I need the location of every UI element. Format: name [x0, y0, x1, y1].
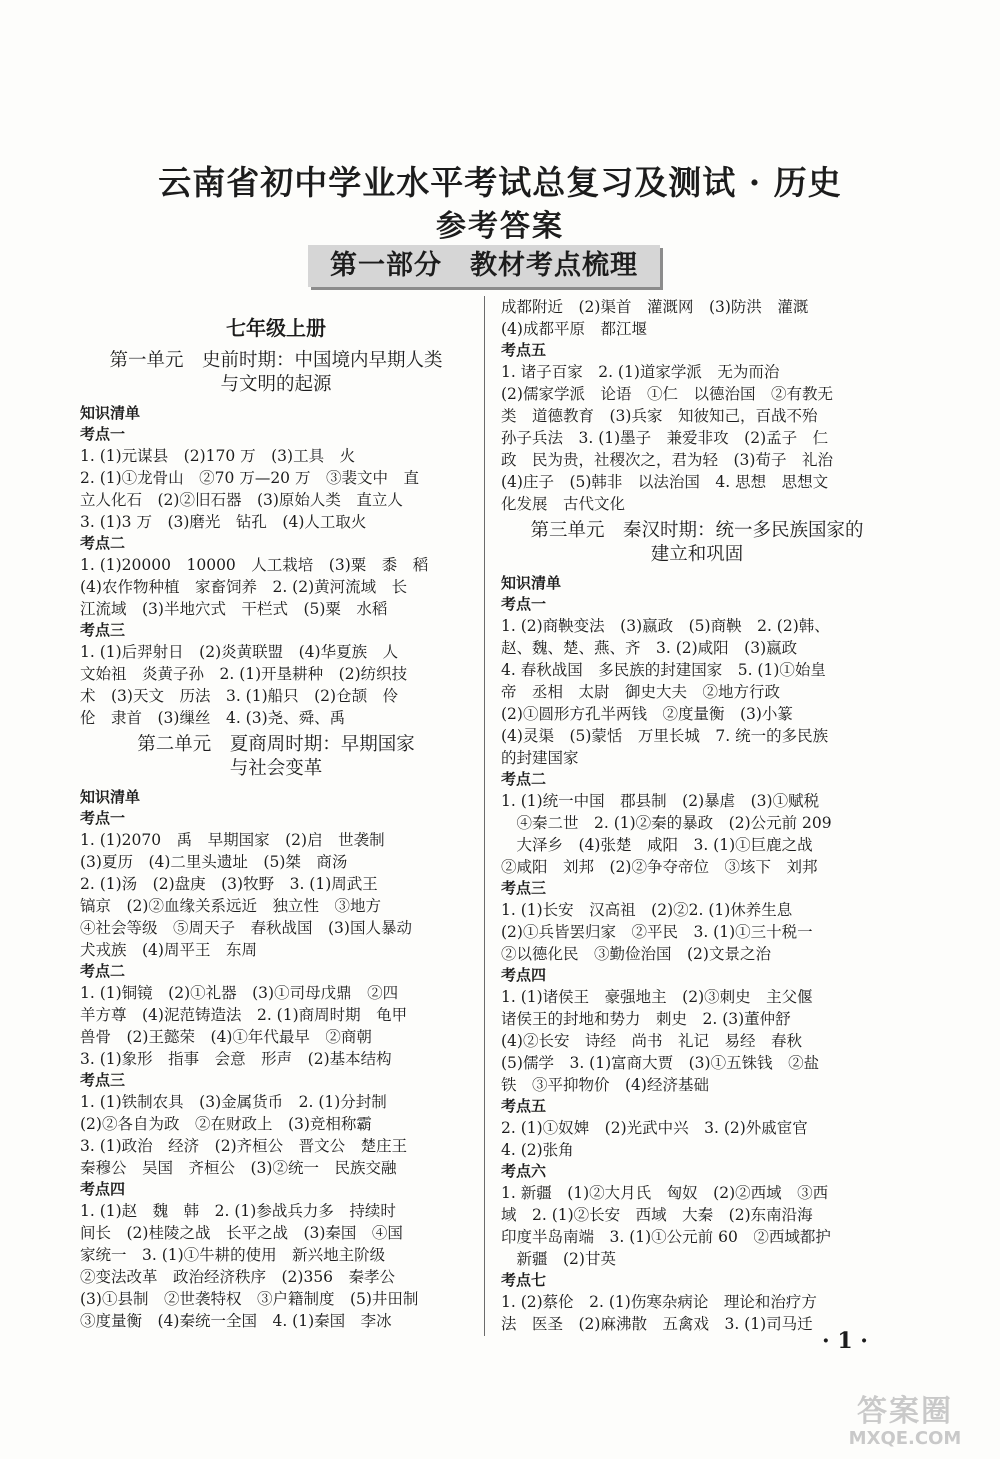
- answer-line: 2. (1)汤 (2)盘庚 (3)牧野 3. (1)周武王: [80, 875, 378, 893]
- unit-heading-line: 与文明的起源: [220, 374, 332, 395]
- answer-line: (4)庄子 (5)韩非 以法治国 4. 思想 思想文: [501, 473, 829, 491]
- answer-line: 孙子兵法 3. (1)墨子 兼爱非攻 (2)孟子 仁: [501, 429, 829, 447]
- answer-line: 诸侯王的封地和势力 刺史 2. (3)董仲舒: [501, 1010, 791, 1028]
- answer-line: (2)②各自为政 ②在财政上 (3)竞相称霸: [80, 1115, 372, 1133]
- answer-block: [80, 641, 472, 729]
- grade-heading: 七年级上册: [226, 316, 326, 340]
- answer-line: 兽骨 (2)王懿荣 (4)①年代最早 ②商朝: [80, 1028, 372, 1046]
- answer-line: 伦 隶首 (3)缫丝 4. (3)尧、舜、禹: [80, 709, 346, 727]
- answer-line: 江流域 (3)半地穴式 干栏式 (5)粟 水稻: [80, 600, 388, 618]
- answer-line: (2)①兵皆罢归家 ②平民 3. (1)①三十税一: [501, 923, 813, 941]
- answer-line: 赵、魏、楚、燕、齐 3. (2)咸阳 (3)嬴政: [501, 639, 798, 657]
- answer-line: 1. (1)长安 汉高祖 (2)②2. (1)休养生息: [501, 901, 793, 919]
- answer-block: [501, 296, 893, 340]
- answer-line: ②以德化民 ③勤俭治国 (2)文景之治: [501, 945, 771, 963]
- point-heading: 考点一: [80, 809, 126, 827]
- answer-line: 印度半岛南端 3. (1)①公元前 60 ②西域都护: [501, 1228, 831, 1246]
- watermark-logo-text: 答案圈: [857, 1394, 953, 1429]
- watermark-site-text: MXQE.COM: [848, 1428, 962, 1449]
- answer-line: 间长 (2)桂陵之战 长平之战 (3)秦国 ④国: [80, 1224, 403, 1242]
- answer-line: 类 道德教育 (3)兵家 知彼知己，百战不殆: [501, 407, 818, 425]
- section-heading: 知识清单: [80, 404, 141, 422]
- answer-line: 铁 ③平抑物价 (4)经济基础: [501, 1076, 709, 1094]
- answer-block: [501, 1182, 893, 1270]
- point-heading: 考点四: [80, 1180, 126, 1198]
- answer-line: 的封建国家: [501, 749, 579, 767]
- page-number: · 1 ·: [822, 1328, 868, 1354]
- answer-line: 术 (3)天文 历法 3. (1)船只 (2)仓颉 伶: [80, 687, 399, 705]
- unit-heading-line: 第二单元 夏商周时期：早期国家: [137, 734, 415, 755]
- answer-line: 域 2. (1)②长安 西域 大秦 (2)东南沿海: [501, 1206, 813, 1224]
- column-divider: [484, 296, 485, 1336]
- answer-block: [501, 1117, 893, 1161]
- answer-line: (3)①县制 ②世袭特权 ③户籍制度 (5)井田制: [80, 1290, 419, 1308]
- point-heading: 考点七: [501, 1271, 547, 1289]
- answer-block: [80, 1200, 472, 1332]
- answer-block: [80, 445, 472, 533]
- answer-line: 3. (1)政治 经济 (2)齐桓公 晋文公 楚庄王: [80, 1137, 408, 1155]
- point-heading: 考点四: [501, 966, 547, 984]
- answer-line: 1. (1)2070 禹 早期国家 (2)启 世袭制: [80, 831, 385, 849]
- answer-line: 新疆 (2)甘英: [501, 1250, 616, 1268]
- answer-line: 秦穆公 吴国 齐桓公 (3)②统一 民族交融: [80, 1159, 397, 1177]
- unit-heading: [80, 349, 472, 397]
- answer-line: 帝 丞相 太尉 御史大夫 ②地方行政: [501, 683, 781, 701]
- answer-line: 1. (1)统一中国 郡县制 (2)暴虐 (3)①赋税: [501, 792, 820, 810]
- answer-line: 政 民为贵，社稷次之，君为轻 (3)荀子 礼治: [501, 451, 833, 469]
- answer-line: ③度量衡 (4)秦统一全国 4. (1)秦国 李冰: [80, 1312, 392, 1330]
- right-column: [501, 296, 893, 1335]
- answer-line: 2. (1)①奴婢 (2)光武中兴 3. (2)外戚宦官: [501, 1119, 808, 1137]
- point-heading: 考点二: [80, 962, 126, 980]
- answer-line: 2. (1)①龙骨山 ②70 万—20 万 ③裴文中 直: [80, 469, 419, 487]
- answer-block: [501, 615, 893, 769]
- document-title: 云南省初中学业水平考试总复习及测试 · 历史: [158, 163, 842, 202]
- answer-block: [501, 986, 893, 1096]
- answer-line: 化发展 古代文化: [501, 495, 626, 513]
- answer-line: ②咸阳 刘邦 (2)②争夺帝位 ③垓下 刘邦: [501, 858, 818, 876]
- answer-line: 1. (1)后羿射日 (2)炎黄联盟 (4)华夏族 人: [80, 643, 399, 661]
- answer-block: [80, 1091, 472, 1179]
- answer-line: 法 医圣 (2)麻沸散 五禽戏 3. (1)司马迁: [501, 1315, 813, 1333]
- answer-block: [80, 982, 472, 1070]
- answer-line: (4)灵渠 (5)蒙恬 万里长城 7. 统一的多民族: [501, 727, 829, 745]
- answer-line: 大泽乡 (4)张楚 咸阳 3. (1)①巨鹿之战: [501, 836, 813, 854]
- answer-line: 1. (2)蔡伦 2. (1)伤寒杂病论 理论和治疗方: [501, 1293, 817, 1311]
- point-heading: 考点六: [501, 1162, 547, 1180]
- point-heading: 考点一: [80, 425, 126, 443]
- point-heading: 考点三: [501, 879, 547, 897]
- point-heading: 考点三: [80, 621, 126, 639]
- watermark-logo: [820, 1395, 990, 1453]
- answer-line: 1. 新疆 (1)②大月氏 匈奴 (2)②西域 ③西: [501, 1184, 829, 1202]
- answer-line: (4)成都平原 都江堰: [501, 320, 647, 338]
- answer-line: 1. (1)赵 魏 韩 2. (1)参战兵力多 持续时: [80, 1202, 396, 1220]
- answer-line: 立人化石 (2)②旧石器 (3)原始人类 直立人: [80, 491, 403, 509]
- part-banner: 第一部分 教材考点梳理: [308, 245, 660, 287]
- point-heading: 考点一: [501, 595, 547, 613]
- point-heading: 考点五: [501, 341, 547, 359]
- answer-line: (2)儒家学派 论语 ①仁 以德治国 ②有教无: [501, 385, 833, 403]
- unit-heading-line: 建立和巩固: [650, 544, 744, 565]
- section-heading: 知识清单: [501, 574, 562, 592]
- answer-line: 家统一 3. (1)①牛耕的使用 新兴地主阶级: [80, 1246, 386, 1264]
- unit-heading-line: 第一单元 史前时期：中国境内早期人类: [109, 350, 443, 371]
- answer-block: [501, 361, 893, 515]
- answer-line: 文始祖 炎黄子孙 2. (1)开垦耕种 (2)纺织技: [80, 665, 408, 683]
- document-subtitle: 参考答案: [436, 209, 564, 244]
- answer-block: [80, 829, 472, 961]
- answer-line: (5)儒学 3. (1)富商大贾 (3)①五铢钱 ②盐: [501, 1054, 820, 1072]
- unit-heading: [80, 733, 472, 781]
- answer-line: 犬戎族 (4)周平王 东周: [80, 941, 257, 959]
- answer-block: [501, 899, 893, 965]
- answer-line: 1. (1)铜镜 (2)①礼器 (3)①司母戊鼎 ②四: [80, 984, 399, 1002]
- answer-line: 成都附近 (2)渠首 灌溉网 (3)防洪 灌溉: [501, 298, 809, 316]
- answer-line: 4. 春秋战国 多民族的封建国家 5. (1)①始皇: [501, 661, 826, 679]
- unit-heading: [501, 519, 893, 567]
- answer-line: 镐京 (2)②血缘关系远近 独立性 ③地方: [80, 897, 381, 915]
- answer-line: 1. (1)20000 10000 人工栽培 (3)粟 黍 稻: [80, 556, 429, 574]
- point-heading: 考点二: [501, 770, 547, 788]
- section-heading: 知识清单: [80, 788, 141, 806]
- left-column: [80, 302, 472, 1332]
- answer-line: (3)夏历 (4)二里头遗址 (5)桀 商汤: [80, 853, 348, 871]
- answer-line: 羊方尊 (4)泥范铸造法 2. (1)商周时期 龟甲: [80, 1006, 408, 1024]
- answer-line: 4. (2)张角: [501, 1141, 574, 1159]
- point-heading: 考点二: [80, 534, 126, 552]
- answer-line: ②变法改革 政治经济秩序 (2)356 秦孝公: [80, 1268, 396, 1286]
- answer-line: 1. (2)商鞅变法 (3)嬴政 (5)商鞅 2. (2)韩、: [501, 617, 830, 635]
- point-heading: 考点三: [80, 1071, 126, 1089]
- answer-line: 3. (1)象形 指事 会意 形声 (2)基本结构: [80, 1050, 392, 1068]
- answer-line: (4)②长安 诗经 尚书 礼记 易经 春秋: [501, 1032, 802, 1050]
- answer-line: 1. (1)诸侯王 豪强地主 (2)③刺史 主父偃: [501, 988, 813, 1006]
- answer-line: 1. 诸子百家 2. (1)道家学派 无为而治: [501, 363, 780, 381]
- answer-block: [501, 790, 893, 878]
- answer-block: [80, 554, 472, 620]
- answer-line: 1. (1)元谋县 (2)170 万 (3)工具 火: [80, 447, 356, 465]
- answer-line: 1. (1)铁制农具 (3)金属货币 2. (1)分封制: [80, 1093, 387, 1111]
- point-heading: 考点五: [501, 1097, 547, 1115]
- unit-heading-line: 第三单元 秦汉时期：统一多民族国家的: [530, 520, 864, 541]
- unit-heading-line: 与社会变革: [229, 758, 323, 779]
- answer-line: 3. (1)3 万 (3)磨光 钻孔 (4)人工取火: [80, 513, 367, 531]
- answer-line: ④秦二世 2. (1)②秦的暴政 (2)公元前 209: [501, 814, 832, 832]
- answer-line: (4)农作物种植 家畜饲养 2. (2)黄河流域 长: [80, 578, 408, 596]
- answer-line: (2)①圆形方孔半两钱 ②度量衡 (3)小篆: [501, 705, 793, 723]
- answer-line: ④社会等级 ⑤周天子 春秋战国 (3)国人暴动: [80, 919, 412, 937]
